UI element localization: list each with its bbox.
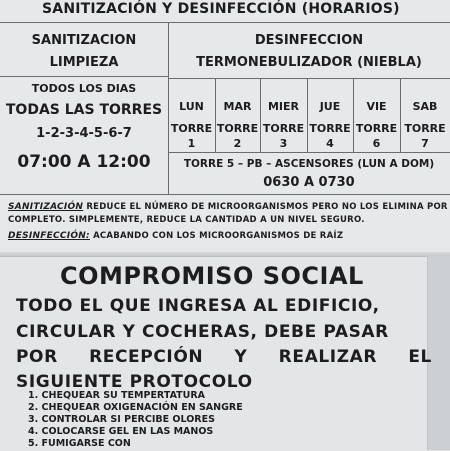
right-header-divider [168, 78, 450, 79]
torre-number: 6 [372, 137, 381, 150]
compromiso-line-justified [16, 347, 432, 367]
compromiso-word: POR [16, 347, 58, 367]
torre-label: TORRE [170, 122, 213, 135]
towers-label: TODAS LAS TORRES [5, 102, 163, 118]
desinfeccion-definition-text: ACABANDO CON LOS MICROORGANISMOS DE RAÍZ [93, 231, 344, 241]
torre-label: TORRE [309, 122, 351, 135]
days-row-divider [168, 152, 450, 153]
protocol-item: 3. CONTROLAR SI PERCIBE OLORES [28, 414, 215, 425]
torre-number: 1 [187, 137, 196, 150]
sanitizacion-hours: 07:00 A 12:00 [17, 152, 151, 172]
compromiso-word: EL [408, 347, 432, 367]
day-label: MAR [223, 100, 252, 113]
day-label: LUN [179, 100, 204, 113]
compromiso-title: COMPROMISO SOCIAL [60, 262, 364, 290]
torre-number: 4 [326, 137, 334, 150]
compromiso-word: RECEPCIÓN [89, 347, 204, 367]
protocol-list [28, 390, 243, 450]
tower-numbers: 1-2-3-4-5-6-7 [36, 126, 132, 141]
sanitizacion-definition [8, 202, 448, 212]
table-border-top [0, 22, 450, 23]
compromiso-line: SIGUIENTE PROTOCOLO [16, 372, 253, 392]
left-header-divider [0, 76, 168, 77]
torre-label: TORRE [404, 122, 446, 135]
compromiso-line: TODO EL QUE INGRESA AL EDIFICIO, [16, 296, 380, 316]
compromiso-line: CIRCULAR Y COCHERAS, DEBE PASAR [16, 322, 389, 342]
day-label: MIER [267, 100, 300, 113]
torre-number: 2 [233, 137, 242, 150]
protocol-item: 5. FUMIGARSE CON [28, 438, 131, 449]
torre-number: 3 [279, 137, 288, 150]
torre5-note: TORRE 5 – PB – ASCENSORES (LUN A DOM) [183, 158, 435, 170]
sanitizacion-heading: SANITIZACION [31, 33, 137, 48]
table-border-bottom [0, 194, 450, 195]
protocol-item: 2. CHEQUEAR OXIGENACIÓN EN SANGRE [28, 402, 243, 413]
torre-label: TORRE [262, 122, 305, 135]
frequency-label: TODOS LOS DIAS [31, 82, 137, 95]
desinfeccion-term: DESINFECCIÓN: [8, 231, 90, 241]
protocol-item: 1. CHEQUEAR SU TEMPERTATURA [28, 390, 206, 401]
torre-number: 7 [421, 137, 429, 150]
sanitizacion-definition-line1: REDUCE EL NÚMERO DE MICROORGANISMOS PERO NO LOS ELIMINA POR [86, 202, 448, 212]
limpieza-heading: LIMPIEZA [49, 55, 119, 70]
desinfeccion-heading: DESINFECCION [254, 33, 364, 48]
schedule-title: SANITIZACIÓN Y DESINFECCIÓN (HORARIOS) [42, 1, 400, 17]
compromiso-word: REALIZAR [278, 347, 378, 367]
torre-label: TORRE [355, 122, 398, 135]
day-label: JUE [319, 100, 341, 113]
compromiso-word: Y [234, 347, 248, 367]
torre-label: TORRE [216, 122, 259, 135]
sanitizacion-definition-cont: COMPLETO. SIMPLEMENTE, REDUCE LA CANTIDAD A UN NIVEL SEGURO. [8, 215, 365, 225]
termonebulizador-heading: TERMONEBULIZADOR (NIEBLA) [196, 55, 422, 70]
protocol-item: 4. COLOCARSE GEL EN LAS MANOS [28, 426, 214, 437]
sanitizacion-term: SANITIZACIÓN [8, 202, 84, 212]
desinfeccion-definition [8, 231, 343, 241]
day-label: VIE [366, 100, 387, 113]
day-label: SAB [412, 100, 438, 113]
torre5-hours: 0630 A 0730 [263, 175, 355, 190]
